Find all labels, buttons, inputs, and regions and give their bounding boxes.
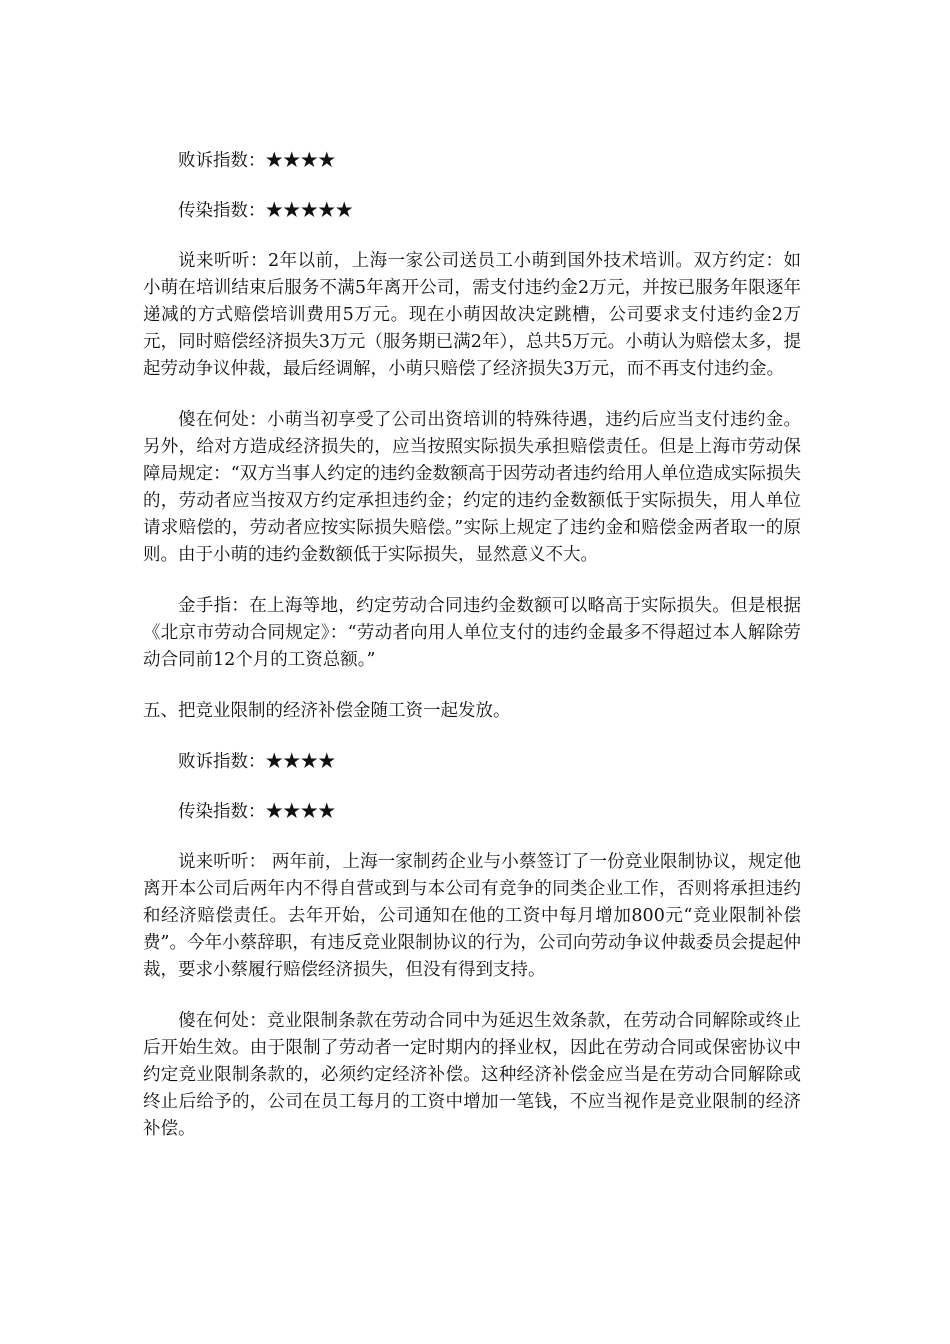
lose-rating-label: 败诉指数： [178,151,266,171]
analysis-paragraph: 傻在何处：竞业限制条款在劳动合同中为延迟生效条款，在劳动合同解除或终止后开始生效。由于限制了劳动者一定时期内的择业权，因此在劳动合同或保密协议中约定竞业限制条款的，必须约定经济补偿。这种经济补偿金应当是在劳动合同解除或终止后给予的，公司在员工每月的工资中增加一笔钱，不应当视作是竞业限制的经济补偿。 [143,1011,801,1139]
spread-rating-stars: ★★★★★ [265,201,353,221]
spread-rating-label: 传染指数： [178,802,266,822]
document-body [143,148,801,1167]
spread-rating [143,799,801,826]
spread-rating-label: 传染指数： [178,201,266,221]
analysis-paragraph: 傻在何处：小萌当初享受了公司出资培训的特殊待遇，违约后应当支付违约金。另外，给对方造成经济损失的，应当按照实际损失承担赔偿责任。但是上海市劳动保障局规定：“双方当事人约定的违约金数额高于因劳动者违约给用人单位造成实际损失的，劳动者应当按双方约定承担违约金；约定的违约金数额低于实际损失，用人单位请求赔偿的，劳动者应按实际损失赔偿。”实际上规定了违约金和赔偿金两者取一的原则。由于小萌的违约金数额低于实际损失，显然意义不大。 [143,410,801,565]
lose-rating [143,148,801,175]
tip-paragraph: 金手指：在上海等地，约定劳动合同违约金数额可以略高于实际损失。但是根据《北京市劳动合同规定》：“劳动者向用人单位支付的违约金最多不得超过本人解除劳动合同前12个月的工资总额。” [143,596,801,670]
lose-rating-label: 败诉指数： [178,752,266,772]
lose-rating-stars: ★★★★ [265,151,336,171]
lose-rating-stars: ★★★★ [265,752,336,772]
section-heading: 五、把竞业限制的经济补偿金随工资一起发放。 [143,701,511,721]
lose-rating [143,749,801,776]
spread-rating-stars: ★★★★ [265,802,336,822]
spread-rating [143,198,801,225]
story-paragraph: 说来听听：2年以前，上海一家公司送员工小萌到国外技术培训。双方约定：如小萌在培训结束后服务不满5年离开公司，需支付违约金2万元，并按已服务年限逐年递减的方式赔偿培训费用5万元。现在小萌因故决定跳槽，公司要求支付违约金2万元，同时赔偿经济损失3万元（服务期已满2年），总共5万元。小萌认为赔偿太多，提起劳动争议仲裁，最后经调解，小萌只赔偿了经济损失3万元，而不再支付违约金。 [143,251,801,379]
story-paragraph: 说来听听： 两年前，上海一家制药企业与小蔡签订了一份竞业限制协议，规定他离开本公司后两年内不得自营或到与本公司有竞争的同类企业工作，否则将承担违约和经济赔偿责任。去年开始，公司通知在他的工资中每月增加800元“竞业限制补偿费”。今年小蔡辞职，有违反竞业限制协议的行为，公司向劳动争议仲裁委员会提起仲裁，要求小蔡履行赔偿经济损失，但没有得到支持。 [143,852,801,980]
